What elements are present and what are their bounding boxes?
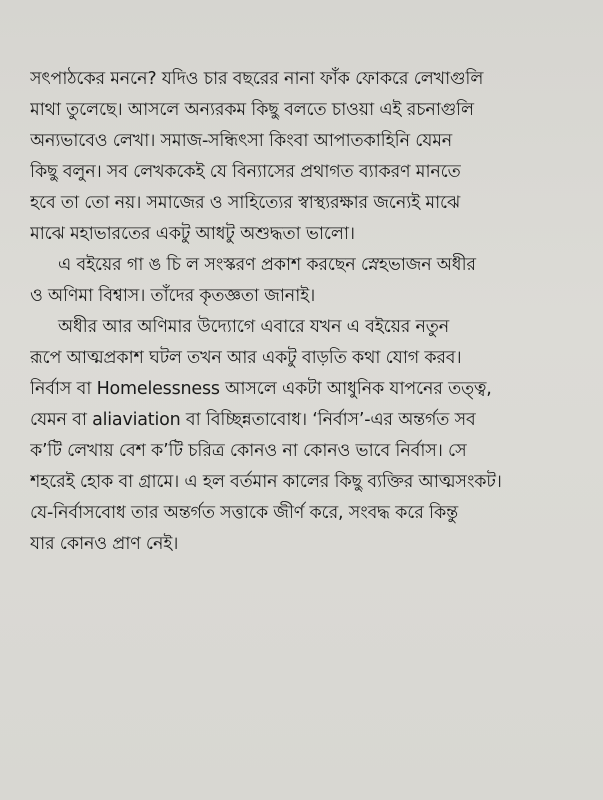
text-line: শহরেই হোক বা গ্রামে। এ হল বর্তমান কালের কিছু ব্যক্তির আত্মসংকট। [30, 472, 502, 492]
text-line: সৎপাঠকের মননে? যদিও চার বছরের নানা ফাঁক ফোকরে লেখাগুলি [30, 69, 484, 89]
text-line: নির্বাস বা Homelessness আসলে একটা আধুনিক যাপনের তত্ত্ব, [30, 379, 492, 399]
text-line: যেমন বা aliaviation বা বিচ্ছিন্নতাবোধ। ‘নির্বাস’-এর অন্তর্গত সব [30, 410, 476, 430]
text-line: এ বইয়ের গা ঙ চি ল সংস্করণ প্রকাশ করছেন স্নেহভাজন অধীর [58, 255, 476, 275]
text-line: মাথা তুলেছে। আসলে অন্যরকম কিছু বলতে চাওয়া এই রচনাগুলি [30, 100, 474, 120]
text-column [30, 64, 592, 560]
text-line: অধীর আর অণিমার উদ্যোগে এবারে যখন এ বইয়ের নতুন [58, 317, 449, 337]
text-line: ক’টি লেখায় বেশ ক’টি চরিত্র কোনও না কোনও ভাবে নির্বাস। সে [30, 441, 467, 461]
text-line: যার কোনও প্রাণ নেই। [30, 534, 179, 554]
text-line: যে-নির্বাসবোধ তার অন্তর্গত সত্তাকে জীর্ণ করে, সংবদ্ধ করে কিন্তু [30, 503, 458, 523]
text-line: কিছু বলুন। সব লেখককেই যে বিন্যাসের প্রথাগত ব্যাকরণ মানতে [30, 162, 461, 182]
text-line: মাঝে মহাভারতের একটু আধটু অশুদ্ধতা ভালো। [30, 224, 355, 244]
text-line: রূপে আত্মপ্রকাশ ঘটল তখন আর একটু বাড়তি কথা যোগ করব। [30, 348, 462, 368]
text-line: হবে তা তো নয়। সমাজের ও সাহিত্যের স্বাস্থ্যরক্ষার জন্যেই মাঝে [30, 193, 461, 213]
text-line: ও অণিমা বিশ্বাস। তাঁদের কৃতজ্ঞতা জানাই। [30, 286, 316, 306]
text-line: অন্যভাবেও লেখা। সমাজ-সন্ধিৎসা কিংবা আপাতকাহিনি যেমন [30, 131, 452, 151]
